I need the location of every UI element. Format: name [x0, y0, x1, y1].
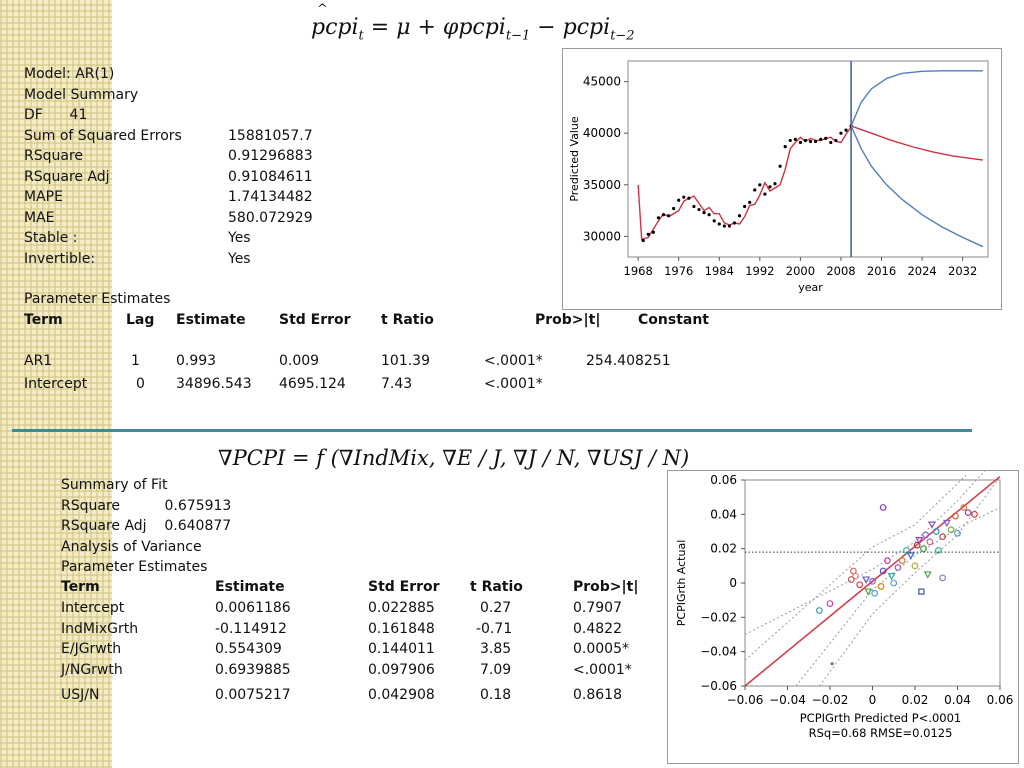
actual-point: [804, 139, 807, 142]
actual-point: [773, 182, 776, 185]
y-tick-label: 0.06: [710, 473, 737, 487]
eq-lhs: pcpi: [311, 15, 359, 40]
y-tick-label: 0: [729, 576, 737, 590]
ar-header-cell: Std Error: [279, 312, 351, 328]
actual-point: [733, 221, 736, 224]
x-tick-label: −0.02: [811, 693, 849, 707]
x-tick-label: −0.04: [769, 693, 806, 707]
fit-row-cell: E/JGrwth: [61, 641, 122, 657]
fit-row-cell: 0.6939885: [215, 661, 291, 678]
y-tick-label: 30000: [582, 229, 621, 244]
actual-point: [748, 201, 751, 204]
actual-point: [819, 138, 822, 141]
eq-lhs-sub: t: [358, 28, 364, 44]
fit-summary-line: RSquare Adj 0.640877: [61, 518, 232, 534]
fit-row-cell: 0.18: [480, 687, 512, 703]
actual-point: [824, 137, 827, 140]
forecast-chart: [562, 48, 1002, 310]
x-tick-label: 2008: [826, 264, 856, 278]
fit-row-cell: 0.144011: [368, 641, 435, 657]
fit-row-cell: 0.554309: [215, 641, 282, 657]
fit-row-cell: Intercept: [61, 600, 125, 616]
actual-point: [697, 208, 700, 211]
y-tick-label: 35000: [582, 177, 621, 192]
fit-summary-line: Analysis of Variance: [61, 538, 202, 555]
ar-header-cell: Lag: [126, 312, 155, 328]
fit-row-cell: 0.7907: [573, 600, 622, 616]
ar-stat-label: Invertible:: [24, 250, 96, 267]
actual-point: [753, 188, 756, 191]
ar-row-cell: 1: [131, 353, 140, 369]
x-axis-label: RSq=0.68 RMSE=0.0125: [808, 726, 953, 740]
actual-point: [814, 140, 817, 143]
ar-header-cell: Prob>|t|: [535, 312, 601, 328]
fit-row-cell: 0.097906: [368, 661, 435, 678]
regression-equation: ∇PCPI = f (∇IndMix, ∇E / J, ∇J / N, ∇USJ / N): [218, 446, 690, 470]
x-tick-label: 1984: [704, 264, 734, 278]
y-axis-label: Predicted Value: [568, 116, 581, 202]
actual-point: [672, 207, 675, 210]
ar-stat-label: Stable :: [24, 230, 78, 246]
equation-hat: ^: [317, 2, 328, 17]
fit-row-cell: 3.85: [480, 641, 512, 657]
eq-rhs-minus: − pcpi: [530, 15, 611, 40]
actual-point: [682, 196, 685, 199]
fit-summary-line: Parameter Estimates: [61, 559, 208, 575]
x-tick-label: 2032: [948, 264, 978, 278]
fit-row-cell: -0.114912: [215, 620, 287, 637]
fit-row-cell: 0.4822: [573, 620, 622, 637]
actual-point: [738, 214, 741, 217]
fit-row-cell: 0.0061186: [215, 600, 291, 616]
ar-param-title: Parameter Estimates: [24, 291, 171, 307]
y-axis-label: PCPIGrth Actual: [675, 539, 688, 627]
fit-row-cell: 0.27: [480, 600, 512, 616]
fit-header-cell: Std Error: [368, 579, 440, 595]
fit-row-cell: 0.042908: [368, 687, 435, 703]
ar-row-cell: 7.43: [381, 376, 413, 392]
ar-stat-label: MAPE: [24, 189, 63, 205]
ar-stat-value: Yes: [228, 230, 251, 246]
actual-point: [728, 224, 731, 227]
ar-stat-value: 15881057.7: [228, 127, 313, 144]
actual-point: [647, 233, 650, 236]
fit-row-cell: 0.8618: [573, 687, 622, 703]
x-axis-label: year: [798, 281, 823, 294]
eq-rhs-sub2: t−2: [610, 28, 635, 44]
x-tick-label: 2016: [866, 264, 897, 278]
ar-row-cell: 254.408251: [586, 353, 671, 369]
x-tick-label: 2000: [785, 264, 816, 278]
actual-point: [844, 129, 847, 132]
fit-header-cell: Estimate: [215, 579, 285, 595]
fit-summary-line: Summary of Fit: [61, 477, 168, 493]
actual-point: [809, 140, 812, 143]
y-tick-label: 40000: [582, 126, 621, 141]
actual-vs-predicted-svg: [668, 471, 1018, 763]
fit-row-cell: 7.09: [480, 661, 512, 678]
ar-stat-value: 580.072929: [228, 209, 313, 226]
ar-row-cell: Intercept: [24, 376, 88, 392]
ar-stat-value: 1.74134482: [228, 189, 313, 205]
actual-point: [799, 141, 802, 144]
ar-stat-value: 0.91084611: [228, 168, 313, 185]
x-tick-label: 1968: [623, 264, 653, 278]
actual-vs-predicted-chart: [667, 470, 1019, 764]
actual-point: [834, 139, 837, 142]
x-tick-label: −0.06: [726, 693, 764, 707]
ar-row-cell: <.0001*: [484, 353, 543, 369]
fit-header-cell: t Ratio: [470, 579, 523, 595]
x-tick-label: 0.04: [944, 693, 971, 707]
ar-row-cell: 34896.543: [176, 376, 252, 392]
ar-df-line: DF 41: [24, 107, 88, 123]
x-tick-label: 1992: [745, 264, 775, 278]
actual-point: [839, 132, 842, 135]
ar-row-cell: <.0001*: [484, 376, 543, 392]
ar-model-line: Model: AR(1): [24, 66, 115, 82]
x-tick-label: 0.06: [986, 693, 1014, 707]
section-divider: [12, 429, 972, 432]
x-tick-label: 2024: [907, 264, 937, 278]
ar-stat-value: Yes: [228, 250, 251, 267]
x-tick-label: 0: [868, 693, 877, 707]
y-tick-label: 0.02: [710, 541, 737, 556]
forecast-chart-svg: [563, 49, 1001, 309]
y-tick-label: −0.04: [700, 644, 737, 659]
ar-row-cell: 0.009: [279, 353, 320, 369]
actual-point: [779, 165, 782, 168]
y-tick-label: 45000: [582, 74, 621, 89]
ar-row-cell: 0: [136, 376, 145, 392]
actual-point: [718, 222, 721, 225]
ar-stat-label: RSquare: [24, 148, 84, 164]
ar-stat-label: RSquare Adj: [24, 168, 110, 185]
x-tick-label: 1976: [664, 264, 694, 278]
fit-row-cell: 0.022885: [368, 600, 435, 616]
fit-row-cell: 0.0075217: [215, 687, 291, 703]
fit-row-cell: -0.71: [476, 620, 513, 637]
fit-row-cell: IndMixGrth: [61, 620, 139, 637]
actual-point: [687, 197, 690, 200]
eq-rhs-sub1: t−1: [505, 28, 531, 44]
fit-row-cell: 0.161848: [368, 620, 435, 637]
ar-row-cell: 101.39: [381, 353, 430, 369]
y-tick-label: 0.04: [710, 507, 737, 522]
actual-point: [713, 219, 716, 222]
actual-point: [789, 139, 792, 142]
actual-point: [642, 239, 645, 242]
actual-point: [677, 199, 680, 202]
fit-summary-line: RSquare 0.675913: [61, 497, 232, 514]
ar-header-cell: Estimate: [176, 312, 246, 328]
x-tick-label: 0.02: [901, 693, 929, 707]
plot-area: [628, 61, 988, 257]
actual-point: [708, 213, 711, 216]
fit-row-cell: USJ/N: [61, 687, 100, 703]
ar-header-cell: Constant: [638, 312, 709, 328]
actual-point: [702, 211, 705, 214]
fit-row-cell: 0.0005*: [573, 641, 629, 657]
ar-stat-value: 0.91296883: [228, 148, 313, 164]
actual-point: [657, 216, 660, 219]
actual-point: [743, 205, 746, 208]
actual-point: [758, 183, 761, 186]
fit-row-cell: J/NGrwth: [61, 661, 123, 678]
actual-point: [692, 205, 695, 208]
ar-model-summary-line: Model Summary: [24, 86, 139, 103]
y-tick-label: −0.06: [700, 679, 737, 693]
actual-point: [829, 141, 832, 144]
actual-point: [667, 214, 670, 217]
y-tick-label: −0.02: [700, 610, 737, 625]
ar-header-cell: t Ratio: [381, 312, 434, 328]
ar-row-cell: 0.993: [176, 353, 217, 369]
ar-row-cell: 4695.124: [279, 376, 346, 392]
ar-equation: [311, 15, 635, 43]
actual-point: [794, 138, 797, 141]
actual-point: [723, 224, 726, 227]
ar-stat-label: Sum of Squared Errors: [24, 127, 182, 144]
x-axis-label: PCPIGrth Predicted P<.0001: [799, 711, 962, 725]
ar-header-cell: Term: [24, 312, 63, 328]
fit-header-cell: Term: [61, 579, 100, 595]
actual-point: [763, 192, 766, 195]
actual-point: [768, 185, 771, 188]
actual-point: [652, 231, 655, 234]
data-point: [831, 662, 834, 665]
fit-header-cell: Prob>|t|: [573, 579, 639, 595]
actual-point: [784, 145, 787, 148]
actual-point: [662, 213, 665, 216]
ar-stat-label: MAE: [24, 209, 55, 226]
eq-rhs: = μ + φpcpi: [370, 15, 506, 40]
fit-row-cell: <.0001*: [573, 661, 632, 678]
ar-row-cell: AR1: [24, 353, 53, 369]
